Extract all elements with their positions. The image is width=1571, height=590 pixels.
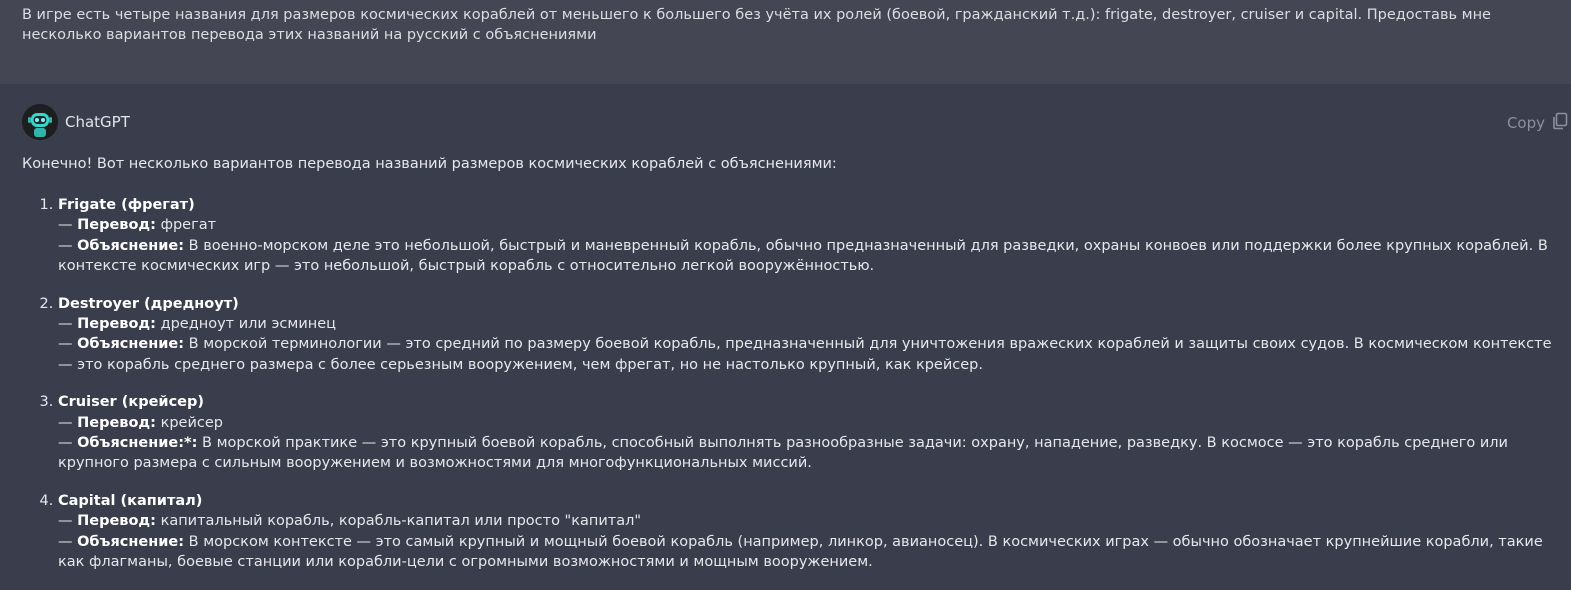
copy-button[interactable] bbox=[1507, 112, 1569, 134]
copy-icon bbox=[1551, 112, 1569, 134]
user-message bbox=[0, 0, 1571, 84]
item-title: 4. Capital (капитал) bbox=[58, 493, 203, 510]
assistant-message bbox=[0, 84, 1571, 581]
item-explanation: — Объяснение: В военно-морском деле это небольшой, быстрый и маневренный корабль, обычно предназначенный для разведки, охраны конвоев или поддержки более крупных кораблей. В контексте космических игр — это небольшой, быстрый корабль с относительно легкой вооружённостью. bbox=[58, 237, 1548, 274]
item-explanation: — Объяснение: В морской терминологии — это средний по размеру боевой корабль, предназначенный для уничтожения вражеских кораблей и защиты своих судов. В космическом контексте — это корабль среднего размера с более серьезным вооружением, чем фрегат, но не настолько крупный, как крейсер. bbox=[58, 336, 1552, 373]
assistant-name: ChatGPT bbox=[65, 113, 130, 131]
item-title: 1. Frigate (фрегат) bbox=[58, 197, 195, 213]
copy-label: Copy bbox=[1506, 114, 1545, 132]
list-item bbox=[58, 294, 1558, 375]
list-item bbox=[58, 195, 1558, 276]
item-translation: — Перевод: дредноут или эсминец bbox=[58, 315, 337, 332]
item-explanation: — Объяснение: В морском контексте — это самый крупный и мощный боевой корабль (например, линкор, авианосец). В космических играх — обычно обозначает крупнейшие корабли, такие как флагманы, боевые станции или корабли-цели с огромными возможностями и мощным вооружением. bbox=[58, 533, 1543, 570]
list-item bbox=[58, 392, 1558, 473]
list-item bbox=[58, 491, 1558, 572]
item-translation: — Перевод: фрегат bbox=[58, 217, 217, 234]
item-title: 2. Destroyer (дредноут) bbox=[58, 295, 239, 312]
item-translation: — Перевод: крейсер bbox=[58, 414, 223, 431]
item-translation: — Перевод: капитальный корабль, корабль-капитал или просто "капитал" bbox=[58, 513, 642, 530]
item-title: 3. Cruiser (крейсер) bbox=[58, 394, 205, 411]
robot-avatar-icon bbox=[22, 104, 58, 140]
translation-list bbox=[0, 195, 1558, 590]
user-message-text: В игре есть четыре названия для размеров космических кораблей от меньшего к большего без учёта их ролей (боевой, гражданский т.д.): frigate, destroyer, cruiser и capital. Предоставь мне несколько вариантов перевода этих названий на русский с объяснениями bbox=[22, 7, 1491, 43]
item-explanation: — Объяснение:*: В морской практике — это крупный боевой корабль, способный выполнять разнообразные задачи: охрану, нападение, разведку. В космосе — это корабль среднего или крупного размера с сильным вооружением и возможностями для многофункциональных миссий. bbox=[58, 434, 1508, 472]
assistant-intro: Конечно! Вот несколько вариантов перевода названий размеров космических кораблей с объяснениями: bbox=[22, 156, 837, 172]
